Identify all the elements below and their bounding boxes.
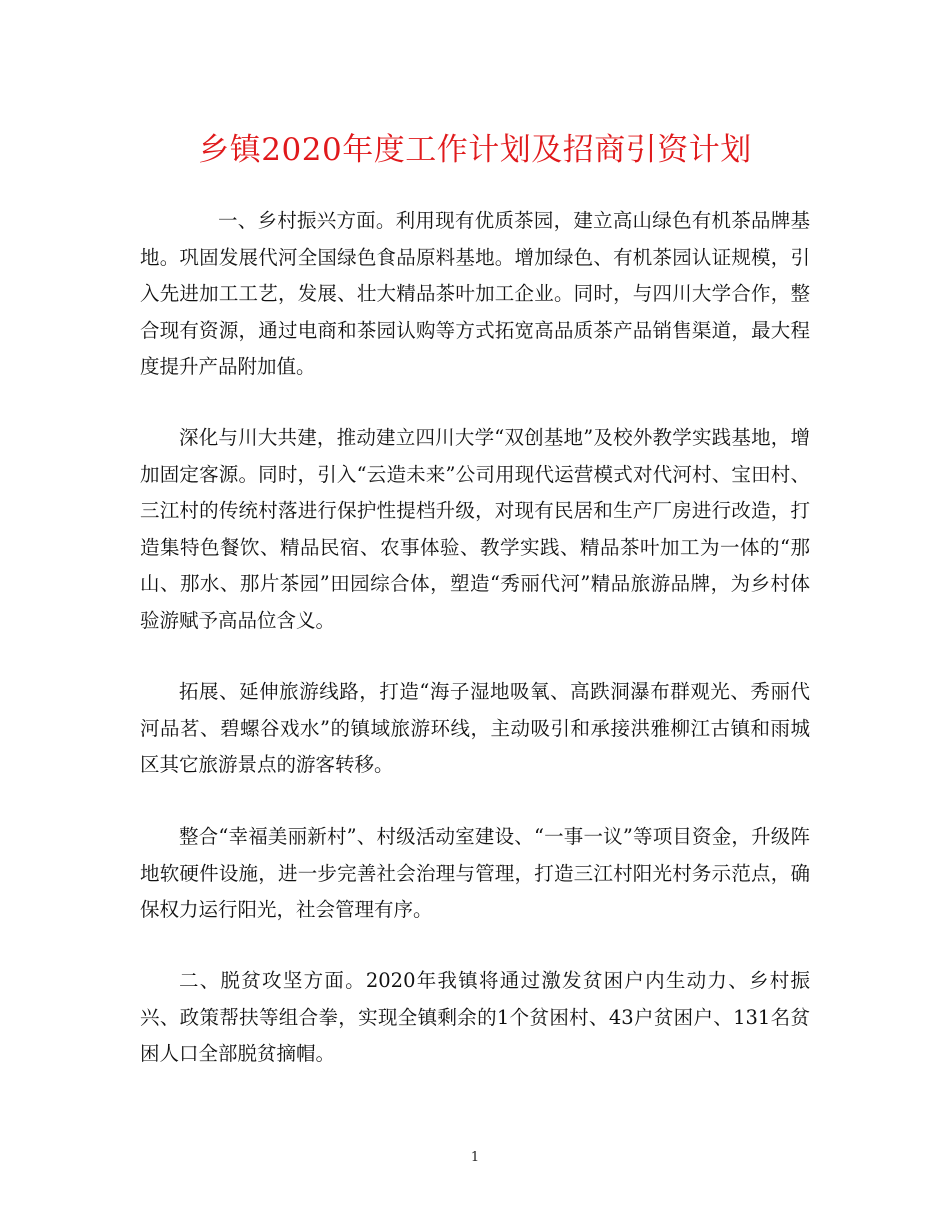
paragraph-village-integration: 整合“幸福美丽新村”、村级活动室建设、“一事一议”等项目资金，升级阵地软硬件设施，进一步完善社会治理与管理，打造三江村阳光村务示范点，确保权力运行阳光，社会管理有序。 <box>140 825 810 921</box>
paragraph-rural-revitalization: 一、乡村振兴方面。利用现有优质茶园，建立高山绿色有机茶品牌基地。巩固发展代河全国绿色食品原料基地。增加绿色、有机茶园认证规模，引入先进加工工艺，发展、壮大精品茶叶加工企业。同时，与四川大学合作，整合现有资源，通过电商和茶园认购等方式拓宽高品质茶产品销售渠道，最大程度提升产品附加值。 <box>140 209 810 378</box>
paragraph-poverty-alleviation: 二、脱贫攻坚方面。2020年我镇将通过激发贫困户内生动力、乡村振兴、政策帮扶等组合拳，实现全镇剩余的1个贫困村、43户贫困户、131名贫困人口全部脱贫摘帽。 <box>140 969 810 1065</box>
paragraph-tourism-route: 拓展、延伸旅游线路，打造“海子湿地吸氧、高跌洞瀑布群观光、秀丽代河品茗、碧螺谷戏水”的镇域旅游环线，主动吸引和承接洪雅柳江古镇和雨城区其它旅游景点的游客转移。 <box>140 680 810 776</box>
page-number: 1 <box>470 1150 480 1165</box>
document-title: 乡镇2020年度工作计划及招商引资计划 <box>198 132 752 168</box>
paragraph-university-cooperation: 深化与川大共建，推动建立四川大学“双创基地”及校外教学实践基地，增加固定客源。同时，引入“云造未来”公司用现代运营模式对代河村、宝田村、三江村的传统村落进行保护性提档升级，对现有民居和生产厂房进行改造，打造集特色餐饮、精品民宿、农事体验、教学实践、精品茶叶加工为一体的“那山、那水、那片茶园”田园综合体，塑造“秀丽代河”精品旅游品牌，为乡村体验游赋予高品位含义。 <box>140 426 810 632</box>
